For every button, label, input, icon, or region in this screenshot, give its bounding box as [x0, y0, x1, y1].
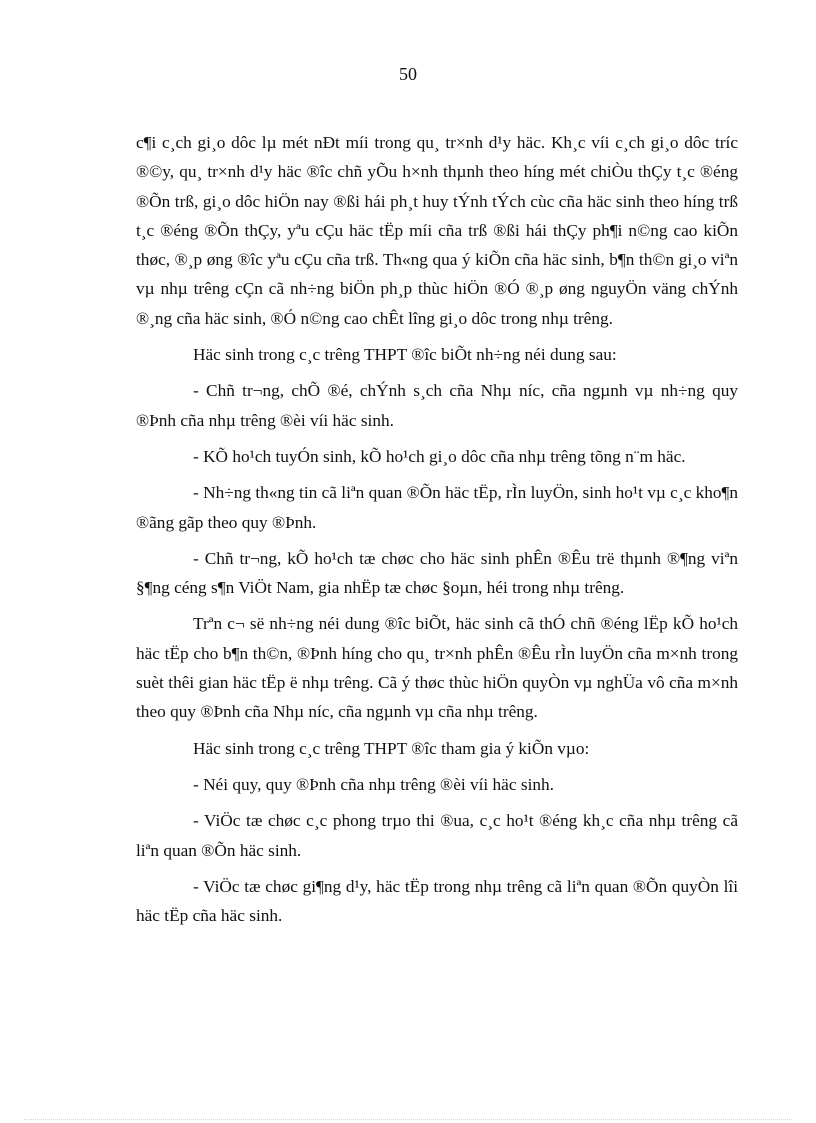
page-bottom-divider [24, 1119, 792, 1120]
list-item-information: - Nh÷ng th«ng tin cã liªn quan ®Õn häc tËp, rÌn luyÖn, sinh ho¹t vµ c¸c kho¶n ®ãng gãp theo quy ®Þnh. [136, 483, 738, 532]
paragraph-summary: Trªn c¬ së nh÷ng néi dung ®îc biÕt, häc sinh cã thÓ chñ ®éng lËp kÕ ho¹ch häc tËp cho b¶n th©n, ®Þnh híng cho qu¸ tr×nh phÊn ®Êu rÌn luyÖn cña m×nh trong suèt thêi gian häc tËp ë nhµ trêng. Cã ý thøc thùc hiÖn quyÒn vµ nghÜa vô cña m×nh theo quy ®Þnh cña Nhµ níc, cña ngµnh vµ cña nhµ trêng. [136, 614, 738, 722]
list-item-teaching: - ViÖc tæ chøc gi¶ng d¹y, häc tËp trong nhµ trêng cã liªn quan ®Õn quyÒn lîi häc tËp cña häc sinh. [136, 876, 738, 926]
paragraph-intro: c¶i c¸ch gi¸o dôc lµ mét nÐt míi trong qu¸ tr×nh d¹y häc. Kh¸c víi c¸ch gi¸o dôc tríc ®©y, qu¸ tr×nh d¹y häc ®îc chñ yÕu h×nh thµnh theo híng mét chiÒu thÇy t¸c ®éng ®Õn trß, gi¸o dôc hiÖn nay ®ßi hái ph¸t huy tÝnh tÝch cùc cña häc sinh theo híng trß t¸c ®éng ®Õn thÇy, yªu cÇu häc tËp míi cña trß ®ßi hái thÇy ph¶i n©ng cao kiÕn thøc, ®¸p øng ®îc yªu cÇu cña trß. Th«ng qua ý kiÕn cña häc sinh, b¶n th©n gi¸o viªn vµ nhµ trêng cÇn cã nh÷ng biÖn ph¸p thùc hiÖn ®Ó ®¸p øng nguyÖn väng chÝnh ®¸ng cña häc sinh, ®Ó n©ng cao chÊt lîng gi¸o dôc trong nhµ trêng. [136, 133, 738, 328]
document-body [136, 128, 738, 937]
list-item-plans: - KÕ ho¹ch tuyÓn sinh, kÕ ho¹ch gi¸o dôc cña nhµ trêng tõng n¨m häc. [193, 446, 686, 466]
page-number: 50 [399, 64, 417, 84]
list-item-party-plan: - Chñ tr¬ng, kÕ ho¹ch tæ chøc cho häc sinh phÊn ®Êu trë thµnh ®¶ng viªn §¶ng céng s¶n ViÖt Nam, gia nhËp tæ chøc §oµn, héi trong nhµ trêng. [136, 548, 738, 598]
paragraph-opinion-heading: Häc sinh trong c¸c trêng THPT ®îc tham gia ý kiÕn vµo: [193, 738, 590, 758]
list-item-rules: - Néi quy, quy ®Þnh cña nhµ trêng ®èi víi häc sinh. [193, 774, 554, 794]
paragraph-known-heading: Häc sinh trong c¸c trêng THPT ®îc biÕt nh÷ng néi dung sau: [193, 345, 617, 365]
list-item-movements: - ViÖc tæ chøc c¸c phong trµo thi ®ua, c¸c ho¹t ®éng kh¸c cña nhµ trêng cã liªn quan ®Õn häc sinh. [136, 811, 738, 860]
list-item-policy: - Chñ tr¬ng, chÕ ®é, chÝnh s¸ch cña Nhµ níc, cña ngµnh vµ nh÷ng quy ®Þnh cña nhµ trêng ®èi víi häc sinh. [136, 381, 738, 430]
